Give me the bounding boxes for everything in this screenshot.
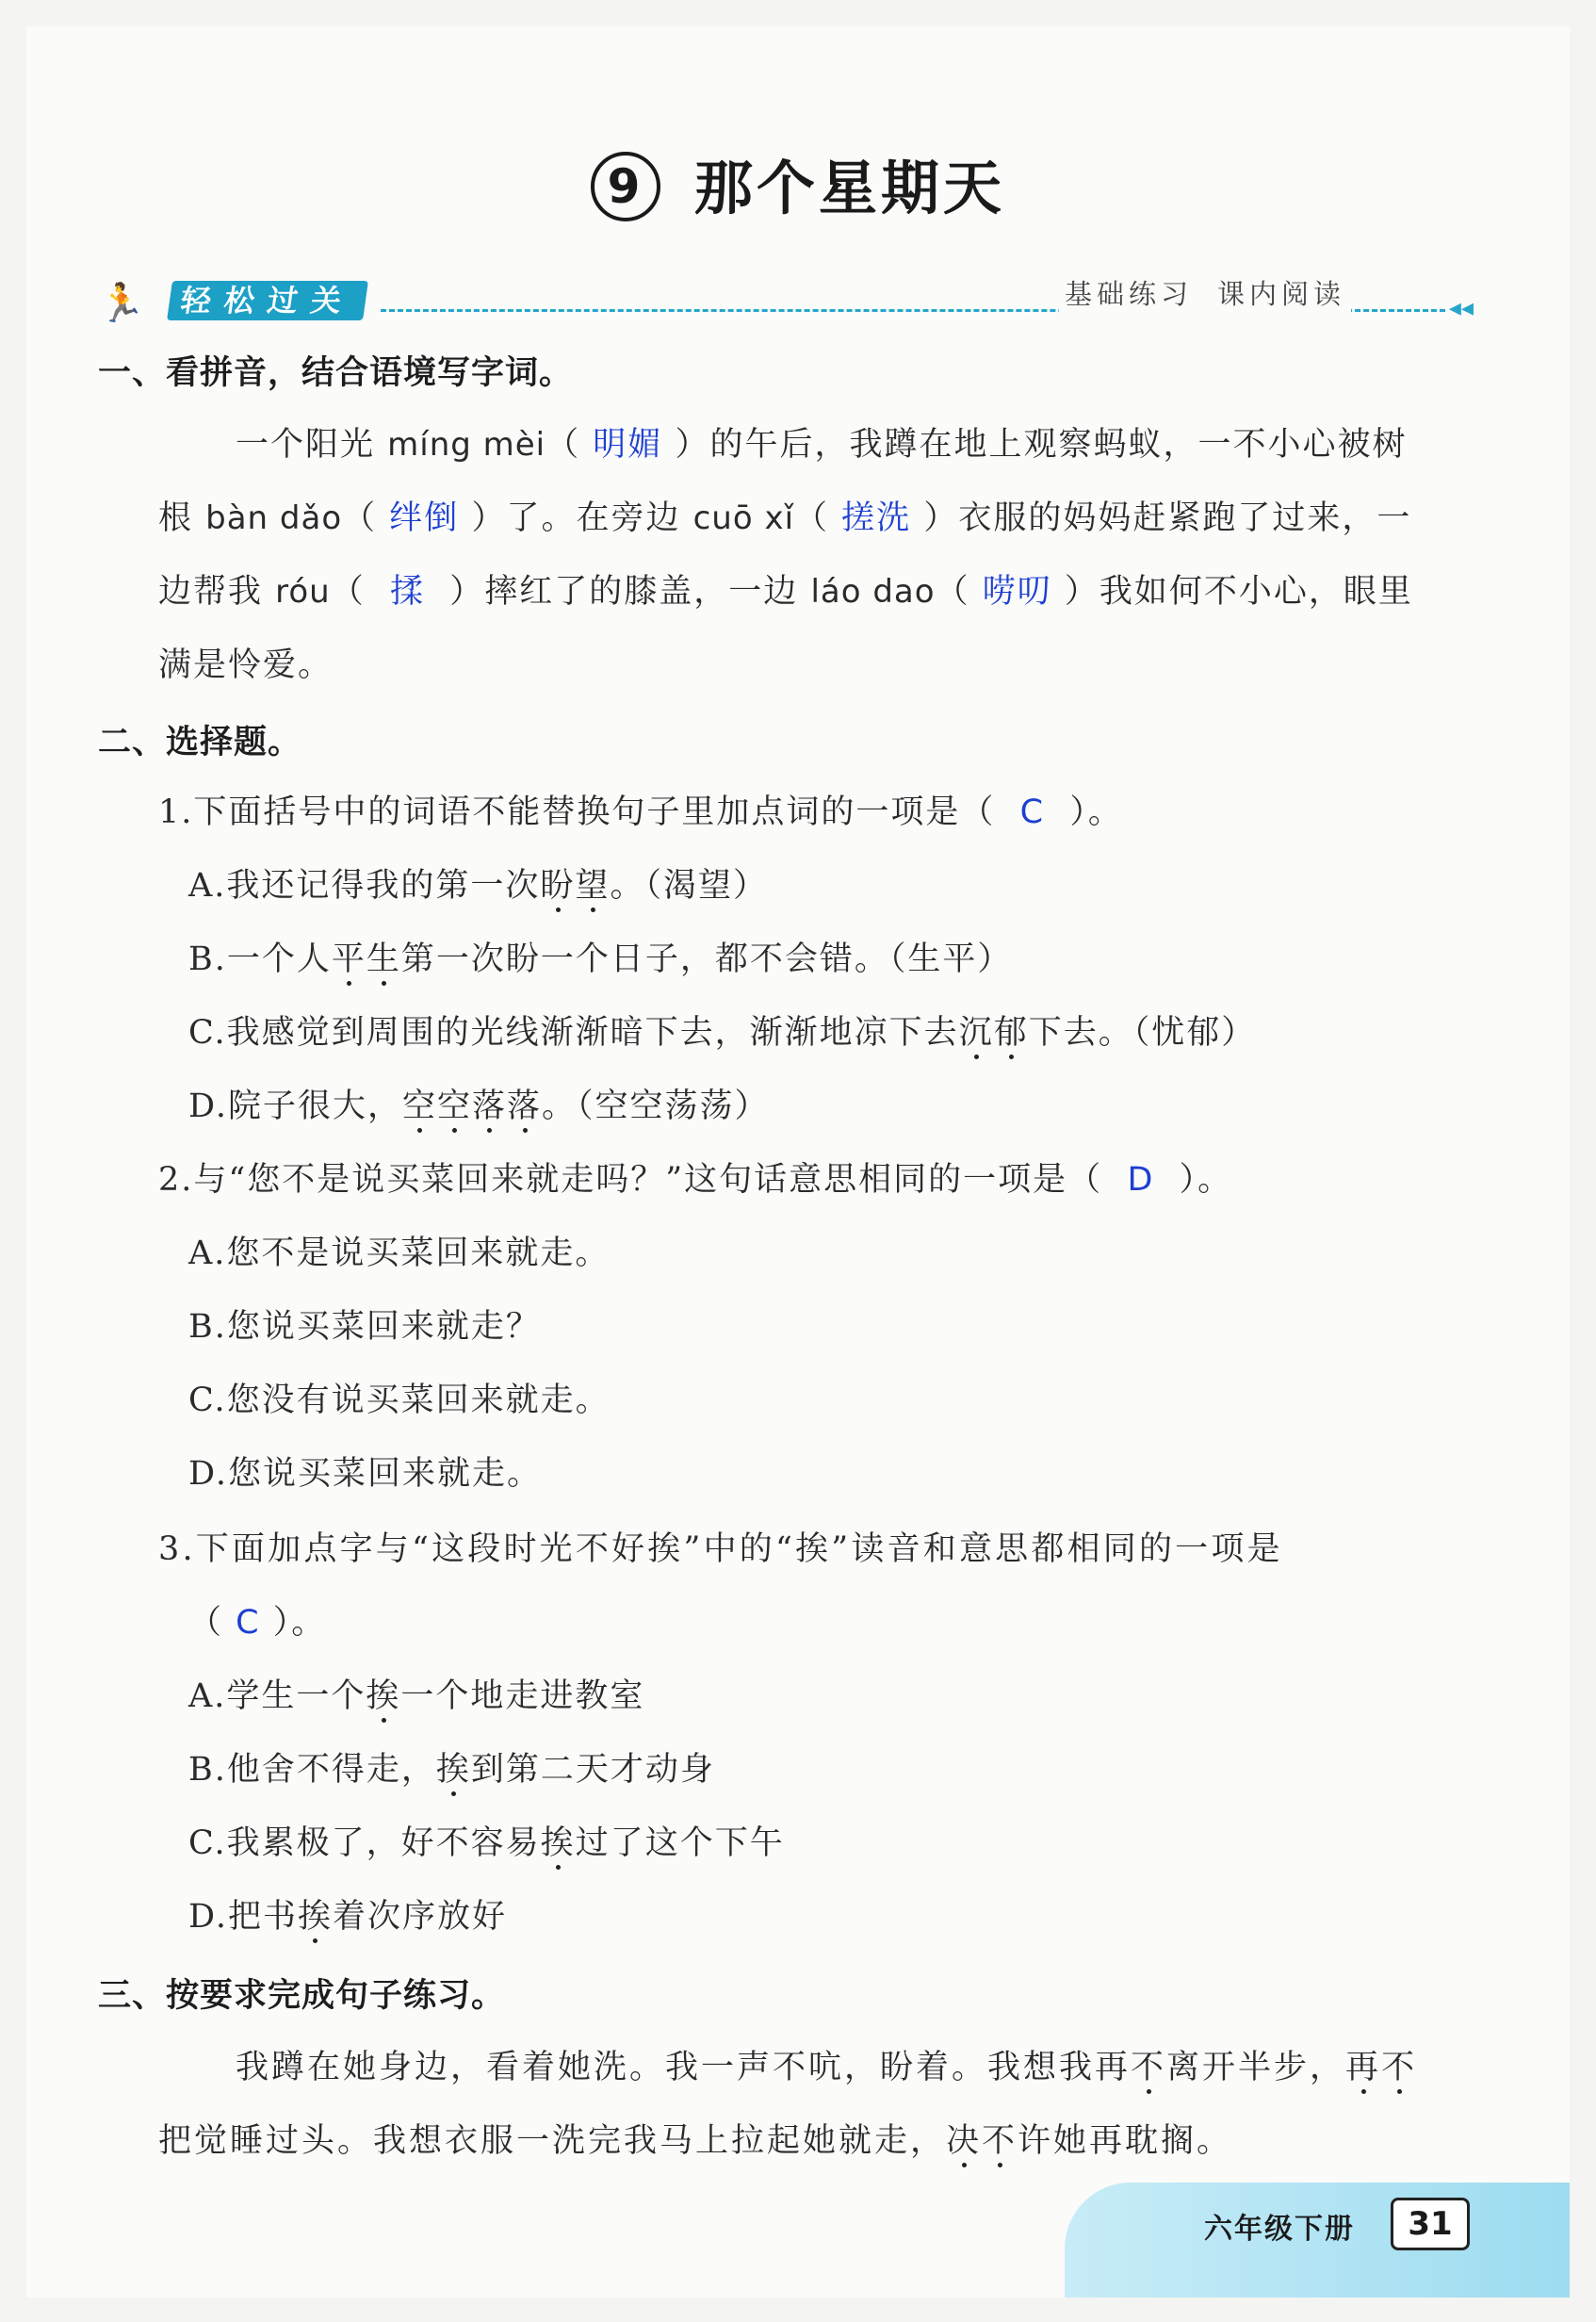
lesson-number: 9 bbox=[591, 152, 660, 221]
q3-option-b: B.他舍不得走，挨到第二天才动身 bbox=[188, 1751, 715, 1789]
grade-label: 六年级下册 bbox=[1204, 2213, 1355, 2246]
section2-heading: 二、选择题。 bbox=[98, 724, 302, 761]
emphasis-char: 不 bbox=[982, 2122, 1018, 2160]
dotted-word bbox=[1345, 2049, 1417, 2086]
q3-option-d: D.把书挨着次序放好 bbox=[188, 1898, 507, 1936]
q1-option-a: A.我还记得我的第一次盼望。（渴望） bbox=[188, 867, 768, 905]
section-banner bbox=[98, 273, 1474, 330]
dotted-word bbox=[298, 1898, 333, 1936]
emphasis-char: 再 bbox=[1345, 2049, 1382, 2086]
emphasis-char: 空 bbox=[436, 1087, 472, 1125]
q2-stem: 2.与“您不是说买菜回来就走吗？”这句话意思相同的一项是（ D ）。 bbox=[158, 1161, 1233, 1199]
answer: C bbox=[1019, 793, 1046, 831]
banner-labels bbox=[1059, 273, 1351, 312]
q3-answer-line: （ C ）。 bbox=[188, 1604, 327, 1642]
emphasis-char: 盼 bbox=[540, 867, 576, 905]
runner-icon: 🏃 bbox=[98, 282, 145, 325]
lesson-name: 那个星期天 bbox=[693, 154, 1005, 222]
q1-stem: 1.下面括号中的词语不能替换句子里加点词的一项是（ C ）。 bbox=[158, 793, 1123, 831]
dotted-word bbox=[366, 1677, 400, 1715]
page-number: 31 bbox=[1391, 2198, 1470, 2250]
q1-option-b: B.一个人平生第一次盼一个日子，都不会错。（生平） bbox=[188, 940, 1013, 978]
dotted-word bbox=[541, 1824, 576, 1862]
section1-heading: 一、看拼音，结合语境写字词。 bbox=[98, 354, 574, 392]
q2-option-d: D.您说买菜回来就走。 bbox=[188, 1455, 542, 1493]
emphasis-char: 挨 bbox=[297, 1898, 333, 1936]
emphasis-char: 挨 bbox=[366, 1677, 401, 1715]
lesson-title bbox=[0, 141, 1596, 227]
emphasis-char: 决 bbox=[946, 2122, 983, 2160]
section3-line2: 把觉睡过头。我想衣服一洗完我马上拉起她就走，决不许她再耽搁。 bbox=[158, 2122, 1233, 2160]
banner-reading: 课内阅读 bbox=[1216, 278, 1345, 310]
dotted-word bbox=[332, 940, 401, 978]
dotted-word bbox=[959, 1014, 1029, 1052]
pinyin: bàn dǎo bbox=[205, 499, 343, 537]
dotted-word bbox=[402, 1087, 542, 1125]
section1-line1: 一个阳光 míng mèi（ 明媚 ）的午后，我蹲在地上观察蚂蚁，一不小心被树 bbox=[236, 426, 1408, 464]
answer: 唠叨 bbox=[982, 573, 1052, 611]
pinyin: láo dao bbox=[810, 573, 936, 611]
pinyin: míng mèi bbox=[387, 426, 546, 464]
dotted-word bbox=[946, 2122, 1018, 2160]
answer: 搓洗 bbox=[841, 499, 912, 537]
q1-option-c: C.我感觉到周围的光线渐渐暗下去，渐渐地凉下去沉郁下去。（忧郁） bbox=[188, 1014, 1257, 1052]
pinyin: róu bbox=[275, 573, 331, 611]
answer: 揉 bbox=[390, 573, 426, 611]
emphasis-char: 挨 bbox=[540, 1824, 576, 1862]
banner-tag: 轻松过关 bbox=[167, 281, 368, 320]
banner-basic: 基础练习 bbox=[1064, 278, 1193, 310]
dotted-word bbox=[1131, 2049, 1166, 2086]
section1-line4: 满是怜爱。 bbox=[158, 646, 334, 684]
q2-option-a: A.您不是说买菜回来就走。 bbox=[188, 1235, 611, 1272]
q2-option-c: C.您没有说买菜回来就走。 bbox=[188, 1382, 611, 1419]
q3-option-c: C.我累极了，好不容易挨过了这个下午 bbox=[188, 1824, 785, 1862]
emphasis-char: 不 bbox=[1381, 2049, 1418, 2086]
emphasis-char: 挨 bbox=[435, 1751, 471, 1789]
emphasis-char: 落 bbox=[471, 1087, 507, 1125]
emphasis-char: 不 bbox=[1131, 2049, 1167, 2086]
section3-line1: 我蹲在她身边，看着她洗。我一声不吭，盼着。我想我再不离开半步，再不 bbox=[236, 2049, 1418, 2086]
emphasis-char: 沉 bbox=[958, 1014, 994, 1052]
answer: D bbox=[1127, 1161, 1155, 1199]
q3-option-a: A.学生一个挨一个地走进教室 bbox=[188, 1677, 645, 1715]
answer: 绊倒 bbox=[389, 499, 460, 537]
section1-line2: 根 bàn dǎo（ 绊倒 ）了。在旁边 cuō xǐ（ 搓洗 ）衣服的妈妈赶紧跑了过来，一 bbox=[158, 499, 1412, 537]
q3-stem: 3.下面加点字与“这段时光不好挨”中的“挨”读音和意思都相同的一项是 bbox=[158, 1530, 1283, 1568]
dotted-word bbox=[540, 867, 610, 905]
emphasis-char: 望 bbox=[575, 867, 611, 905]
emphasis-char: 生 bbox=[366, 940, 401, 978]
section1-line3: 边帮我 róu（ 揉 ）摔红了的膝盖，一边 láo dao（ 唠叨 ）我如何不小心，眼里 bbox=[158, 573, 1413, 611]
q1-option-d: D.院子很大，空空落落。（空空荡荡） bbox=[188, 1087, 770, 1125]
banner-end-icon: ◂◂ bbox=[1448, 294, 1474, 322]
answer: C bbox=[236, 1604, 261, 1642]
answer: 明媚 bbox=[593, 426, 663, 464]
emphasis-char: 郁 bbox=[993, 1014, 1029, 1052]
emphasis-char: 落 bbox=[507, 1087, 543, 1125]
q2-option-b: B.您说买菜回来就走？ bbox=[188, 1308, 541, 1346]
section3-heading: 三、按要求完成句子练习。 bbox=[98, 1977, 506, 2015]
pinyin: cuō xǐ bbox=[692, 499, 795, 537]
emphasis-char: 空 bbox=[401, 1087, 437, 1125]
page-footer bbox=[1065, 2183, 1570, 2297]
emphasis-char: 平 bbox=[331, 940, 366, 978]
dotted-word bbox=[436, 1751, 471, 1789]
